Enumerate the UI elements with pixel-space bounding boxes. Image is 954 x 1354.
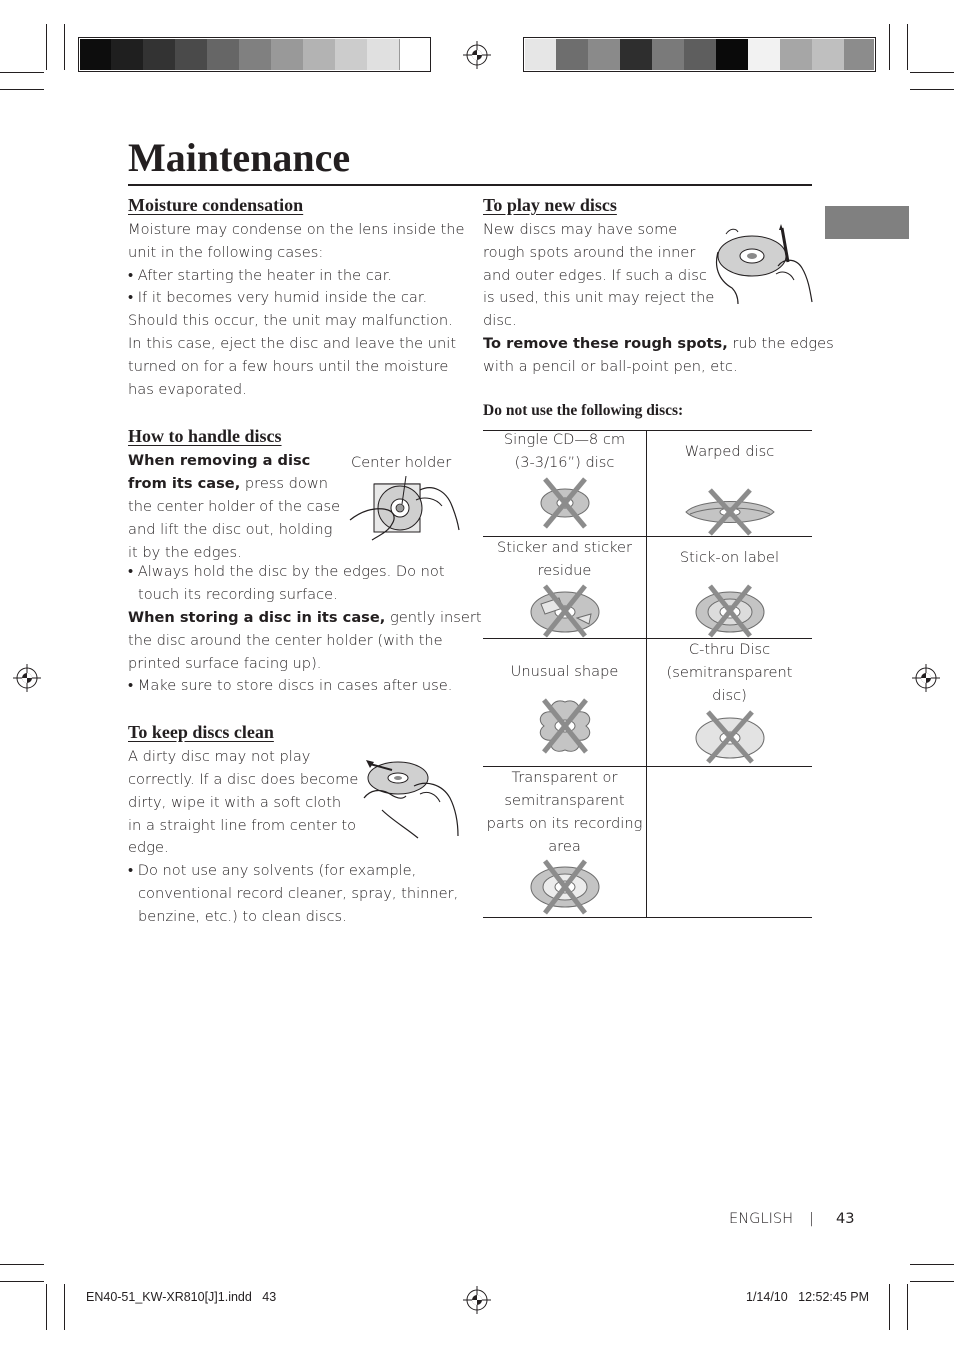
- moisture-line: unit in the following cases:: [128, 243, 324, 261]
- file-info: EN40-51_KW-XR810[J]1.indd 43: [86, 1290, 277, 1304]
- disc-cell-empty: [647, 767, 813, 918]
- moisture-line: Moisture may condense on the lens inside the: [128, 221, 465, 238]
- clean-bullet-cont: benzine, etc.) to clean discs.: [138, 907, 347, 925]
- disc-cell: Transparent or semitransparent parts on its recording area: [483, 767, 647, 918]
- new-discs-line: New discs may have some: [483, 221, 678, 238]
- footer-language: ENGLISH: [729, 1210, 794, 1227]
- page-number: 43: [836, 1210, 855, 1227]
- clean-line: in a straight line from center to: [128, 816, 357, 834]
- new-discs-line: disc.: [483, 312, 517, 330]
- transparent-disc-crossed-icon: [525, 859, 605, 915]
- crop-mark: [64, 24, 65, 70]
- crop-mark: [910, 1281, 954, 1282]
- registration-mark-icon: [912, 664, 940, 692]
- section-tab: [825, 206, 909, 239]
- center-holder-label: Center holder: [351, 454, 452, 471]
- crop-mark: [889, 24, 890, 70]
- gray-swatch: [175, 39, 207, 70]
- gray-swatch: [271, 39, 303, 70]
- disc-pencil-illustration: [712, 222, 814, 306]
- footer-separator: |: [809, 1210, 814, 1227]
- handle-storing-bold: When storing a disc in its case,: [128, 608, 386, 626]
- do-not-use-heading: Do not use the following discs:: [483, 401, 684, 419]
- crop-mark: [46, 24, 47, 70]
- gray-swatch: [303, 39, 335, 70]
- print-timestamp: 1/14/10 12:52:45 PM: [746, 1290, 870, 1304]
- crop-mark: [910, 1264, 954, 1265]
- registration-mark-icon: [463, 1286, 491, 1314]
- gray-swatch: [525, 39, 556, 70]
- handle-line: the center holder of the case: [128, 497, 341, 515]
- gray-swatch: [716, 39, 748, 70]
- clean-heading: To keep discs clean: [128, 722, 274, 743]
- gray-swatch: [399, 39, 429, 70]
- clean-line: correctly. If a disc does become: [128, 770, 359, 788]
- crop-mark: [0, 89, 44, 90]
- moisture-line: turned on for a few hours until the moisture: [128, 357, 449, 375]
- handle-body: When removing a disc from its case, press down the center holder of the case and lift the disc out, holding it by the edges. • Always hold the disc by the edges. Do not touch its recording surface. When storing a disc in its case, gently insert the disc around the center holder (with the printed surface facing up). • Make sure to store discs in cases after use.: [128, 450, 458, 698]
- gray-swatch: [335, 39, 367, 70]
- warped-disc-crossed-icon: [680, 486, 780, 536]
- gray-swatch: [652, 39, 684, 70]
- moisture-heading: Moisture condensation: [128, 195, 304, 215]
- clean-bullet-cont: conventional record cleaner, spray, thinner,: [138, 884, 459, 902]
- handle-heading: How to handle discs: [128, 426, 282, 447]
- crop-mark: [46, 1284, 47, 1330]
- gray-swatch: [143, 39, 175, 70]
- gray-swatch: [684, 39, 716, 70]
- sticker-disc-crossed-icon: [525, 582, 605, 638]
- handle-removing-bold: When removing a disc: [128, 452, 311, 470]
- new-discs-line: with a pencil or ball-point pen, etc.: [483, 357, 738, 375]
- disc-cell: C-thru Disc (semitransparent disc): [647, 639, 813, 767]
- new-discs-line: rough spots around the inner: [483, 243, 696, 261]
- gray-swatch: [588, 39, 620, 70]
- moisture-line: Should this occur, the unit may malfunction.: [128, 312, 453, 330]
- gray-swatch: [812, 39, 844, 70]
- cthru-disc-crossed-icon: [690, 708, 770, 764]
- moisture-bullet: • If it becomes very humid inside the car.: [128, 289, 428, 307]
- disc-cell: Single CD—8 cm (3-3/16”) disc: [483, 431, 647, 537]
- disc-case-illustration: [348, 476, 460, 546]
- moisture-bullet: • After starting the heater in the car.: [128, 266, 393, 284]
- handle-bullet: • Make sure to store discs in cases after use.: [128, 677, 453, 695]
- title-rule: [128, 184, 812, 186]
- crop-mark: [907, 24, 908, 70]
- crop-mark: [64, 1284, 65, 1330]
- disc-cell: Warped disc: [647, 431, 813, 537]
- clean-line: A dirty disc may not play: [128, 748, 311, 766]
- disc-cleaning-illustration: [362, 750, 460, 840]
- gray-swatch: [207, 39, 239, 70]
- gray-swatch: [844, 39, 874, 70]
- small-disc-crossed-icon: [535, 475, 595, 531]
- new-discs-remove-bold: To remove these rough spots,: [483, 334, 728, 352]
- moisture-line: has evaporated.: [128, 380, 247, 398]
- handle-line: printed surface facing up).: [128, 654, 322, 672]
- handle-removing-bold: from its case,: [128, 475, 241, 493]
- flower-disc-crossed-icon: [530, 696, 600, 756]
- crop-mark: [910, 89, 954, 90]
- gray-swatch: [748, 39, 780, 70]
- gray-swatch: [367, 39, 399, 70]
- crop-mark: [907, 1284, 908, 1330]
- registration-mark-icon: [463, 41, 491, 69]
- handle-line: it by the edges.: [128, 543, 242, 561]
- crop-mark: [0, 1264, 44, 1265]
- disc-cell: Sticker and sticker residue: [483, 536, 647, 639]
- crop-mark: [889, 1284, 890, 1330]
- new-discs-line: is used, this unit may reject the: [483, 289, 715, 307]
- gray-swatch: [556, 39, 588, 70]
- label-disc-crossed-icon: [690, 582, 770, 638]
- new-discs-line: and outer edges. If such a disc: [483, 266, 707, 284]
- new-discs-body: New discs may have some rough spots around the inner and outer edges. If such a disc is used, this unit may reject the disc. To remove these rough spots, rub the edges with a pencil or ball-point pen, etc.: [483, 219, 813, 379]
- crop-mark: [0, 1281, 44, 1282]
- moisture-line: In this case, eject the disc and leave the unit: [128, 334, 457, 352]
- gray-swatch: [111, 39, 143, 70]
- handle-bullet: • Always hold the disc by the edges. Do not: [128, 563, 445, 581]
- moisture-body: [128, 219, 465, 401]
- do-not-use-table: [483, 430, 812, 918]
- clean-line: edge.: [128, 839, 169, 857]
- handle-line: and lift the disc out, holding: [128, 520, 333, 538]
- gray-swatch: [239, 39, 271, 70]
- registration-mark-icon: [13, 664, 41, 692]
- disc-cell: Unusual shape: [483, 639, 647, 767]
- gray-swatch: [620, 39, 652, 70]
- gray-swatch: [780, 39, 812, 70]
- handle-bullet-cont: touch its recording surface.: [138, 586, 338, 604]
- clean-bullet: • Do not use any solvents (for example,: [128, 862, 417, 880]
- page-title: Maintenance: [128, 135, 351, 180]
- new-discs-heading: To play new discs: [483, 195, 617, 215]
- gray-swatch: [80, 39, 111, 70]
- crop-mark: [0, 72, 44, 73]
- handle-line: the disc around the center holder (with the: [128, 631, 443, 649]
- disc-cell: Stick-on label: [647, 536, 813, 639]
- crop-mark: [910, 72, 954, 73]
- clean-line: dirty, wipe it with a soft cloth: [128, 793, 342, 811]
